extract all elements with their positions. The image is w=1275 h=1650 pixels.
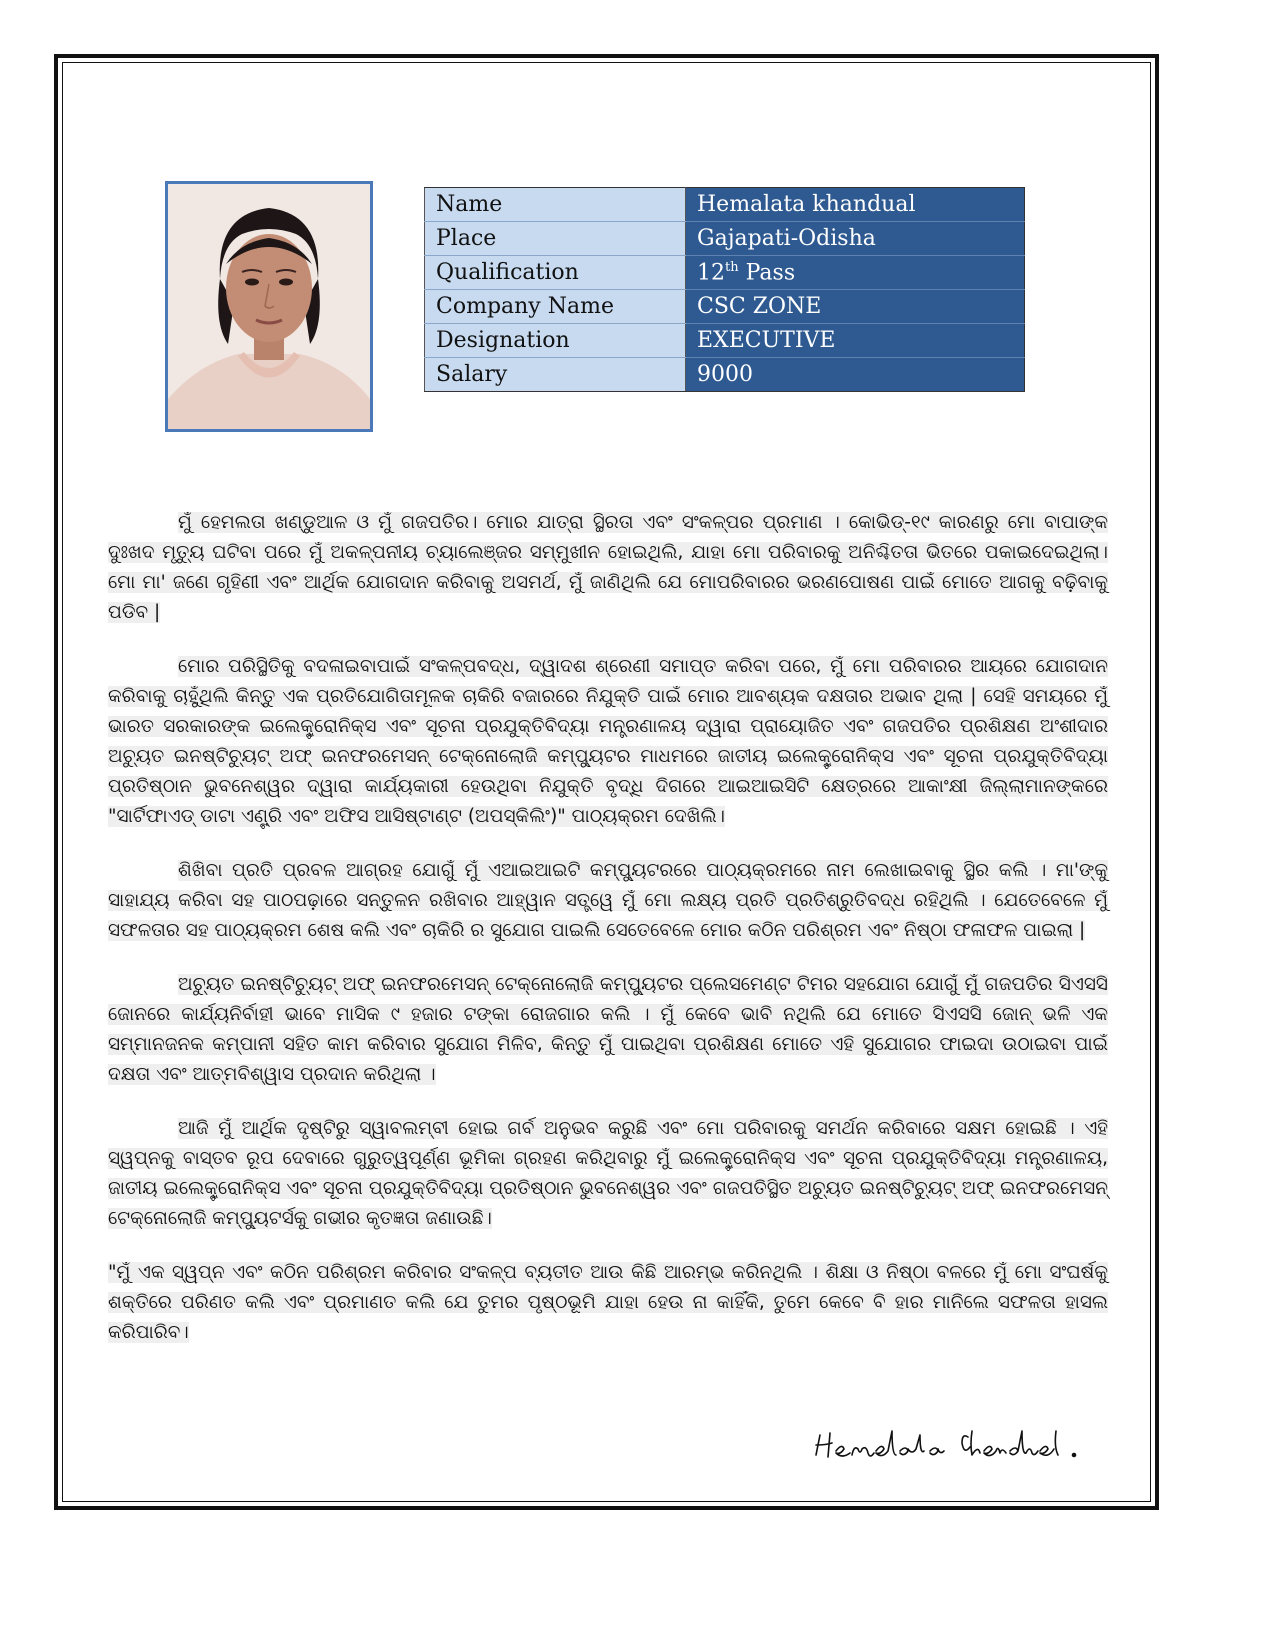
- profile-table: [424, 187, 1025, 392]
- table-row: [425, 222, 1025, 256]
- qualification-suffix: th: [725, 259, 739, 275]
- story-paragraph: [108, 508, 1108, 628]
- story-paragraph: [108, 856, 1108, 946]
- story-paragraph: [108, 652, 1108, 832]
- table-row: [425, 256, 1025, 290]
- name-label: Name: [425, 188, 686, 222]
- story-paragraph: [108, 970, 1108, 1090]
- table-row: [425, 188, 1025, 222]
- table-row: [425, 358, 1025, 392]
- salary-label: Salary: [425, 358, 686, 392]
- place-value: Gajapati-Odisha: [686, 222, 1025, 256]
- story-paragraph: [108, 1114, 1108, 1234]
- story-paragraph-text: "ମୁଁ ଏକ ସ୍ୱପ୍ନ ଏବଂ କଠିନ ପରିଶ୍ରମ କରିବାର ସଂକଳ୍ପ ବ୍ୟତୀତ ଆଉ କିଛି ଆରମ୍ଭ କରିନଥିଲି । ଶିକ୍ଷା ଓ ନିଷ୍ଠା ବଳରେ ମୁଁ ମୋ ସଂଘର୍ଷକୁ ଶକ୍ତିରେ ପରିଣତ କଲି ଏବଂ ପ୍ରମାଣତ କଲି ଯେ ତୁମର ପୃଷ୍ଠଭୂମି ଯାହା ହେଉ ନା କାହିଁକି, ତୁମେ କେବେ ବି ହାର ମାନିଲେ ସଫଳତା ହାସଲ କରିପାରିବ।: [108, 1262, 1108, 1343]
- signature-image: [812, 1425, 1112, 1469]
- story-paragraph-text: ଶିଖିବା ପ୍ରତି ପ୍ରବଳ ଆଗ୍ରହ ଯୋଗୁଁ ମୁଁ ଏଆଇଆଇଟି କମ୍ପ୍ୟୁଟରରେ ପାଠ୍ୟକ୍ରମରେ ନାମ ଲେଖାଇବାକୁ ସ୍ଥିର କଲି । ମା'ଙ୍କୁ ସାହାଯ୍ୟ କରିବା ସହ ପାଠପଢ଼ାରେ ସନ୍ତୁଳନ ରଖିବାର ଆହ୍ୱାନ ସତ୍ତ୍ୱେ ମୁଁ ମୋ ଲକ୍ଷ୍ୟ ପ୍ରତି ପ୍ରତିଶ୍ରୁତିବଦ୍ଧ ରହିଥିଲି । ଯେତେବେଳେ ମୁଁ ସଫଳତାର ସହ ପାଠ୍ୟକ୍ରମ ଶେଷ କଲି ଏବଂ ଚାକିରି ର ସୁଯୋଗ ପାଇଲି ସେତେବେଳେ ମୋର କଠିନ ପରିଶ୍ରମ ଏବଂ ନିଷ୍ଠା ଫଳାଫଳ ପାଇଲା |: [108, 860, 1108, 941]
- table-row: [425, 290, 1025, 324]
- name-value: Hemalata khandual: [686, 188, 1025, 222]
- place-label: Place: [425, 222, 686, 256]
- company-name-value: CSC ZONE: [686, 290, 1025, 324]
- story-paragraph-text: ଆଜି ମୁଁ ଆର୍ଥିକ ଦୃଷ୍ଟିରୁ ସ୍ୱାବଲମ୍ବୀ ହୋଇ ଗର୍ବ ଅନୁଭବ କରୁଛି ଏବଂ ମୋ ପରିବାରକୁ ସମର୍ଥନ କରିବାରେ ସକ୍ଷମ ହୋଇଛି । ଏହି ସ୍ୱପ୍ନକୁ ବାସ୍ତବ ରୂପ ଦେବାରେ ଗୁରୁତ୍ୱପୂର୍ଣ୍ଣ ଭୂମିକା ଗ୍ରହଣ କରିଥିବାରୁ ମୁଁ ଇଲେକ୍ଟ୍ରୋନିକ୍ସ ଏବଂ ସୂଚନା ପ୍ରଯୁକ୍ତିବିଦ୍ୟା ମନ୍ତ୍ରଣାଳୟ, ଜାତୀୟ ଇଲେକ୍ଟ୍ରୋନିକ୍ସ ଏବଂ ସୂଚନା ପ୍ରଯୁକ୍ତିବିଦ୍ୟା ପ୍ରତିଷ୍ଠାନ ଭୁବନେଶ୍ୱର ଏବଂ ଗଜପତିସ୍ଥିତ ଅଚ୍ୟୁତ ଇନଷ୍ଟିଚ୍ୟୁଟ୍ ଅଫ୍ ଇନଫରମେସନ୍ ଟେକ୍ନୋଲୋଜି କମ୍ପ୍ୟୁଟର୍ସକୁ ଗଭୀର କୃତଜ୍ଞତା ଜଣାଉଛି।: [108, 1118, 1108, 1229]
- qualification-value: [686, 256, 1025, 290]
- closing-quote: [108, 1258, 1108, 1348]
- qualification-label: Qualification: [425, 256, 686, 290]
- profile-photo: [165, 181, 373, 432]
- portrait-image: [168, 184, 370, 429]
- success-story: [108, 508, 1108, 1372]
- story-paragraph-text: ମୁଁ ହେମଲତା ଖଣ୍ଡୁଆଳ ଓ ମୁଁ ଗଜପତିର। ମୋର ଯାତ୍ରା ସ୍ଥିରତା ଏବଂ ସଂକଳ୍ପର ପ୍ରମାଣ । କୋଭିଡ୍-୧୯ କାରଣରୁ ମୋ ବାପାଙ୍କ ଦୁଃଖଦ ମୃତ୍ୟୁ ଘଟିବା ପରେ ମୁଁ ଅକଳ୍ପନୀୟ ଚ୍ୟାଲେଞ୍ଜର ସମ୍ମୁଖୀନ ହୋଇଥିଲି, ଯାହା ମୋ ପରିବାରକୁ ଅନିଶ୍ଚିତତା ଭିତରେ ପକାଇଦେଇଥିଲା। ମୋ ମା' ଜଣେ ଗୃହିଣୀ ଏବଂ ଆର୍ଥିକ ଯୋଗଦାନ କରିବାକୁ ଅସମର୍ଥ, ମୁଁ ଜାଣିଥିଲି ଯେ ମୋପରିବାରର ଭରଣପୋଷଣ ପାଇଁ ମୋତେ ଆଗକୁ ବଢ଼ିବାକୁ ପଡିବ |: [108, 512, 1108, 623]
- designation-label: Designation: [425, 324, 686, 358]
- story-paragraph-text: ଅଚ୍ୟୁତ ଇନଷ୍ଟିଚ୍ୟୁଟ୍ ଅଫ୍ ଇନଫରମେସନ୍ ଟେକ୍ନୋଲୋଜି କମ୍ପ୍ୟୁଟର ପ୍ଲେସମେଣ୍ଟ ଟିମର ସହଯୋଗ ଯୋଗୁଁ ମୁଁ ଗଜପତିର ସିଏସସି ଜୋନରେ କାର୍ଯ୍ୟନିର୍ବାହୀ ଭାବେ ମାସିକ ୯ ହଜାର ଟଙ୍କା ରୋଜଗାର କଲି । ମୁଁ କେବେ ଭାବି ନଥିଲି ଯେ ମୋତେ ସିଏସସି ଜୋନ୍ ଭଳି ଏକ ସମ୍ମାନଜନକ କମ୍ପାନୀ ସହିତ କାମ କରିବାର ସୁଯୋଗ ମିଳିବ, କିନ୍ତୁ ମୁଁ ପାଇଥିବା ପ୍ରଶିକ୍ଷଣ ମୋତେ ଏହି ସୁଯୋଗର ଫାଇଦା ଉଠାଇବା ପାଇଁ ଦକ୍ଷତା ଏବଂ ଆତ୍ମବିଶ୍ୱାସ ପ୍ରଦାନ କରିଥିଲା ।: [108, 974, 1108, 1085]
- salary-value: 9000: [686, 358, 1025, 392]
- designation-value: EXECUTIVE: [686, 324, 1025, 358]
- table-row: [425, 324, 1025, 358]
- qualification-number: 12: [697, 260, 725, 286]
- story-paragraph-text: ମୋର ପରିସ୍ଥିତିକୁ ବଦଳାଇବାପାଇଁ ସଂକଳ୍ପବଦ୍ଧ, ଦ୍ୱାଦଶ ଶ୍ରେଣୀ ସମାପ୍ତ କରିବା ପରେ, ମୁଁ ମୋ ପରିବାରର ଆୟରେ ଯୋଗଦାନ କରିବାକୁ ଚାହୁଁଥିଲି କିନ୍ତୁ ଏକ ପ୍ରତିଯୋଗିତାମୂଳକ ଚାକିରି ବଜାରରେ ନିଯୁକ୍ତି ପାଇଁ ମୋର ଆବଶ୍ୟକ ଦକ୍ଷତାର ଅଭାବ ଥିଲା | ସେହି ସମୟରେ ମୁଁ ଭାରତ ସରକାରଙ୍କ ଇଲେକ୍ଟ୍ରୋନିକ୍ସ ଏବଂ ସୂଚନା ପ୍ରଯୁକ୍ତିବିଦ୍ୟା ମନ୍ତ୍ରଣାଳୟ ଦ୍ୱାରା ପ୍ରାୟୋଜିତ ଏବଂ ଗଜପତିର ପ୍ରଶିକ୍ଷଣ ଅଂଶୀଦାର ଅଚ୍ୟୁତ ଇନଷ୍ଟିଚ୍ୟୁଟ୍ ଅଫ୍ ଇନଫରମେସନ୍ ଟେକ୍ନୋଲୋଜି କମ୍ପ୍ୟୁଟର ମାଧମରେ ଜାତୀୟ ଇଲେକ୍ଟ୍ରୋନିକ୍ସ ଏବଂ ସୂଚନା ପ୍ରଯୁକ୍ତିବିଦ୍ୟା ପ୍ରତିଷ୍ଠାନ ଭୁବନେଶ୍ୱର ଦ୍ୱାରା କାର୍ଯ୍ୟକାରୀ ହେଉଥିବା ନିଯୁକ୍ତି ବୃଦ୍ଧି ଦିଗରେ ଆଇଆଇସିଟି କ୍ଷେତ୍ରରେ ଆକାଂକ୍ଷୀ ଜିଲ୍ଲାମାନଙ୍କରେ "ସାର୍ଟିଫାଏଡ୍ ଡାଟା ଏଣ୍ଟ୍ରି ଏବଂ ଅଫିସ ଆସିଷ୍ଟାଣ୍ଟ (ଅପସ୍କିଲିଂ)" ପାଠ୍ୟକ୍ରମ ଦେଖିଲି।: [108, 656, 1108, 827]
- handwritten-signature: [812, 1425, 1112, 1469]
- company-name-label: Company Name: [425, 290, 686, 324]
- qualification-rest: Pass: [738, 260, 796, 286]
